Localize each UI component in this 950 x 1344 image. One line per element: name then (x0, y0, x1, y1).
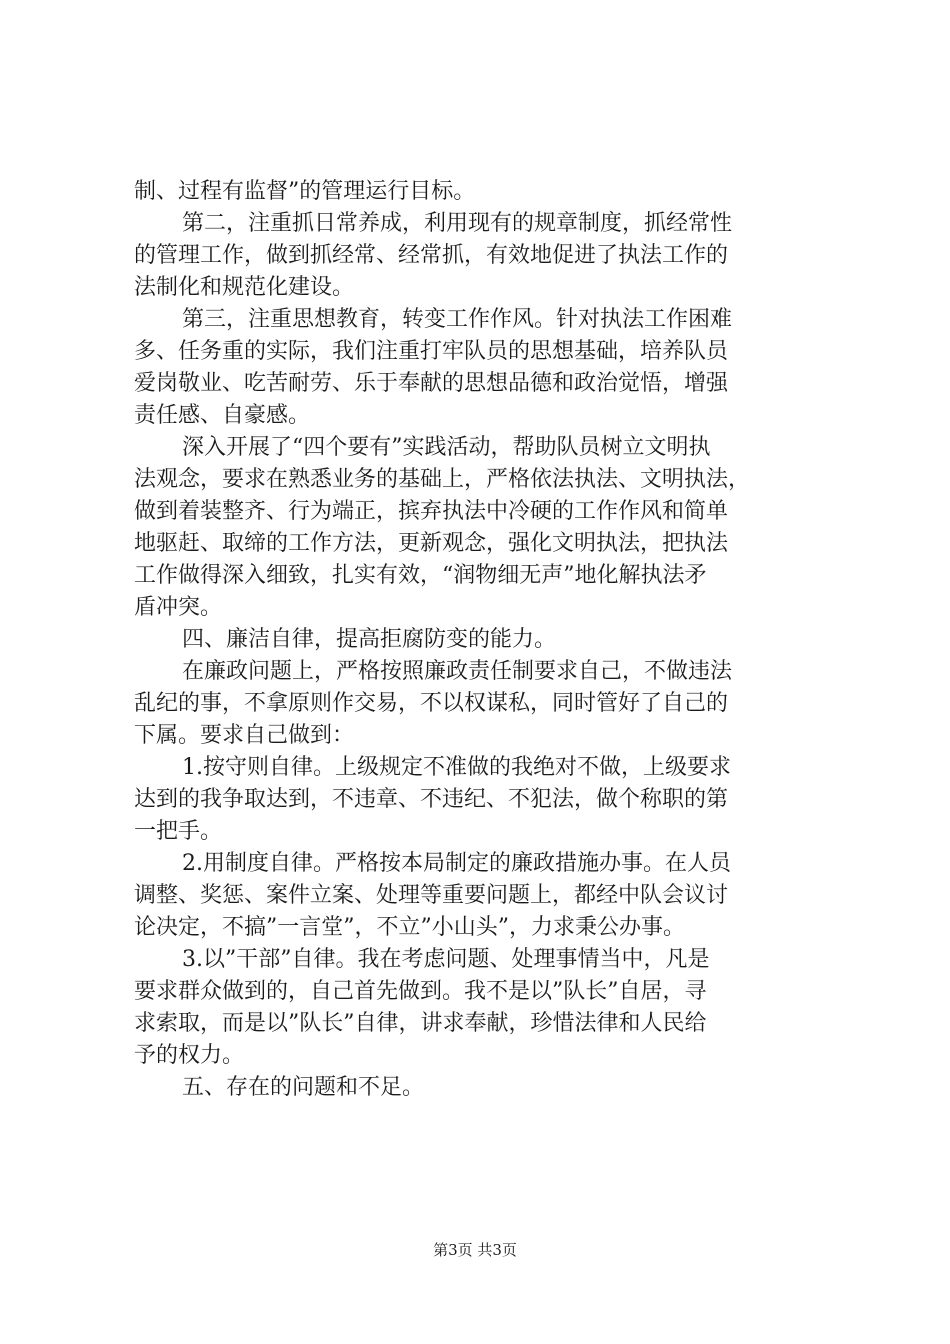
text-line: 法制化和规范化建设。 (134, 275, 355, 300)
text-line: 责任感、自豪感。 (134, 403, 311, 428)
text-line: 在廉政问题上，严格按照廉政责任制要求自己，不做违法 (182, 659, 733, 684)
text-line: 多、任务重的实际，我们注重打牢队员的思想基础，培养队员 (134, 339, 729, 364)
text-line: 法观念，要求在熟悉业务的基础上，严格依法执法、文明执法， (134, 467, 751, 492)
text-line: 五、存在的问题和不足。 (182, 1075, 425, 1100)
text-line: 第三，注重思想教育，转变工作作风。针对执法工作困难 (182, 307, 733, 332)
text-line: 求索取，而是以”队长”自律，讲求奉献，珍惜法律和人民给 (134, 1011, 707, 1036)
text-line: 工作做得深入细致，扎实有效，“润物细无声”地化解执法矛 (134, 563, 707, 588)
text-line: 盾冲突。 (134, 595, 223, 620)
text-line: 地驱赶、取缔的工作方法，更新观念，强化文明执法，把执法 (134, 531, 729, 556)
text-line: 的管理工作，做到抓经常、经常抓，有效地促进了执法工作的 (134, 243, 729, 268)
text-line: 调整、奖惩、案件立案、处理等重要问题上，都经中队会议讨 (134, 883, 729, 908)
text-line: 第二，注重抓日常养成，利用现有的规章制度，抓经常性 (182, 211, 733, 236)
text-line: 四、廉洁自律，提高拒腐防变的能力。 (182, 627, 557, 652)
text-line: 一把手。 (134, 819, 223, 844)
text-line: 达到的我争取达到，不违章、不违纪、不犯法，做个称职的第 (134, 787, 729, 812)
text-line: 1.按守则自律。上级规定不准做的我绝对不做，上级要求 (182, 755, 731, 780)
text-line: 做到着装整齐、行为端正，摈弃执法中冷硬的工作作风和简单 (134, 499, 729, 524)
text-line: 要求群众做到的，自己首先做到。我不是以”队长”自居，寻 (134, 979, 707, 1004)
text-line: 制、过程有监督”的管理运行目标。 (134, 179, 476, 204)
text-line: 下属。要求自己做到： (134, 723, 355, 748)
page-footer: 第3页 共3页 (433, 1241, 517, 1259)
text-line: 乱纪的事，不拿原则作交易，不以权谋私，同时管好了自己的 (134, 691, 729, 716)
text-line: 爱岗敬业、吃苦耐劳、乐于奉献的思想品德和政治觉悟，增强 (134, 371, 729, 396)
text-line: 深入开展了“四个要有”实践活动，帮助队员树立文明执 (182, 435, 711, 460)
text-line: 论决定，不搞”一言堂”，不立”小山头”，力求秉公办事。 (134, 915, 685, 940)
text-line: 3.以”干部”自律。我在考虑问题、处理事情当中，凡是 (182, 947, 710, 972)
text-line: 予的权力。 (134, 1043, 245, 1068)
text-line: 2.用制度自律。严格按本局制定的廉政措施办事。在人员 (182, 851, 731, 876)
document-body (134, 176, 834, 1104)
